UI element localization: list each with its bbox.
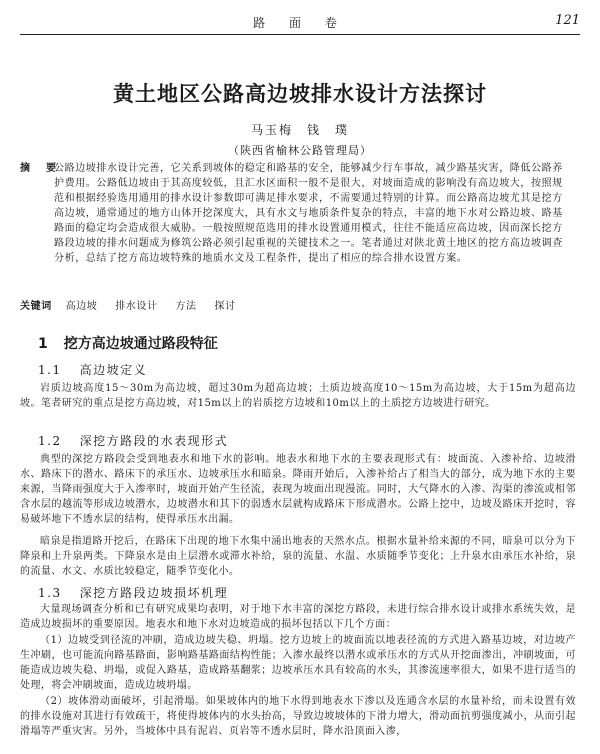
paragraph: （2）坡体滑动面破坏，引起滑塌。如果坡体内的地下水得到地表水下渗以及连通含水层的水量补给，而未设置有效的排水设施对其进行有效疏干，将使得坡体内的水头抬高，导致边坡坡体的下滑力增大，滑动面抗剪强度减小，从而引起滑塌等严重灾害。另外，当坡体中具有泥岩、页岩等不透水层时，降水沿顶面入渗， xyxy=(20,696,576,737)
keywords-label: 关键词 xyxy=(20,301,52,312)
paragraph: （1）边坡受到径流的冲刷，造成边坡失稳、坍塌。挖方边坡上的坡面流以地表径流的方式进入路基边坡，对边坡产生冲刷，也可能流向路基路面，影响路基路面结构性能；入渗水最终以潜水或承压水的方式从开挖面渗出，冲刷坡面，可能造成边坡失稳、坍塌，或促入路基，造成路基翻浆；边坡承压水具有较高的水头，其渗流速率很大，如果不进行适当的处理，将会冲刷坡面，造成边坡坍塌。 xyxy=(20,635,576,691)
page-header xyxy=(20,14,580,34)
subsection-number: 1.1 xyxy=(38,363,62,377)
paragraph: 暗泉是指道路开挖后，在路床下出现的地下水集中涌出地表的天然水点。根据水量补给来源的不同，暗泉可以分为下降泉和上升泉两类。下降泉水是由上层潜水或滞水补给，泉的流量、水温、水质随季节变化；上升泉水由承压水补给，泉的流量、水文、水质比较稳定，随季节变化小。 xyxy=(20,536,576,577)
keywords xyxy=(20,297,572,312)
subsection-title: 深挖方路段边坡损坏机理 xyxy=(79,586,229,600)
abstract-text: 公路边坡排水设计完善，它关系到坡体的稳定和路基的安全，能够减少行车事故，减少路基灾害，降低公路养护费用。公路低边坡由于其高度较低，且汇水区面积一般不是很大，对坡面造成的影响没有高边坡大，按照规范和根据经验选用通用的排水设计参数即可满足排水要求，不需要通过特别的计算。而公路高边坡尤其是挖方高边坡，通常通过的地方山体开挖深度大，具有水文与地质条件复杂的特点，丰富的地下水对公路边坡、路基路面的稳定均会造成很大威胁。一般按照规范选用的排水设置通用模式，往往不能适应高边坡，因而深长挖方路段边坡的排水问题成为修筑公路必须引起重视的关键技术之一。笔者通过对陕北黄土地区的挖方高边坡调查分析，总结了挖方高边坡特殊的地质水文及工程条件，提出了相应的综合排水设置方案。 xyxy=(54,163,563,264)
paragraph: 典型的深挖方路段会受到地表水和地下水的影响。地表水和地下水的主要表现形式有：坡面流、入渗补给、边坡滑水、路床下的潜水、路床下的承压水、边坡承压水和暗泉。降雨开始后，入渗补给占了相当大的部分，成为地下水的主要来源，当降雨强度大于入渗率时，坡面开始产生径流，表现为坡面出现漫流。同时，大气降水的入渗、沟渠的渗流或相邻含水层的越流等形成边坡潜水，边坡潜水和其下的弱透水层就构成路床下形成潜水。公路上挖中，边坡及路床开挖时，容易破坏地下不透水层的结构，使得承压水出漏。 xyxy=(20,454,576,525)
subsection-title: 深挖方路段的水表现形式 xyxy=(79,434,229,448)
keyword-item: 排水设计 xyxy=(115,301,158,312)
paragraph: 大量现场调查分析和已有研究成果均表明，对于地下水丰富的深挖方路段，未进行综合排水设计或排水系统失效，是造成边坡损坏的重要原因。地表水和地下水对边坡造成的损坏包括以下几个方面： xyxy=(20,604,576,630)
subsection-1-3-heading xyxy=(38,584,228,601)
paper-title: 黄土地区公路高边坡排水设计方法探讨 xyxy=(113,82,487,106)
journal-section-title: 路 面 卷 xyxy=(253,16,347,30)
subsection-1-2-heading xyxy=(38,432,228,449)
subsection-number: 1.2 xyxy=(38,434,62,448)
page-number: 121 xyxy=(555,13,580,28)
section-1-heading xyxy=(38,333,218,353)
section-number: 1 xyxy=(38,336,48,352)
paragraph: 岩质边坡高度15～30m为高边坡，超过30m为超高边坡；土质边坡高度10～15m为高边坡，大于15m为超高边坡。笔者研究的重点是挖方高边坡，对15m以上的岩质挖方边坡和10m以上的土质挖方边坡进行研究。 xyxy=(20,383,576,409)
keyword-item: 方法 xyxy=(175,301,197,312)
affiliation: （陕西省榆林公路管理局） xyxy=(228,144,372,157)
subsection-1-1-heading xyxy=(38,361,147,378)
section-title: 挖方高边坡通过路段特征 xyxy=(63,336,218,352)
keyword-item: 探讨 xyxy=(214,301,236,312)
subsection-number: 1.3 xyxy=(38,586,62,600)
authors: 马玉梅 钱 璞 xyxy=(250,123,349,137)
abstract xyxy=(20,161,572,266)
keyword-item: 高边坡 xyxy=(65,301,98,312)
abstract-label: 摘 要 xyxy=(20,163,59,174)
subsection-title: 高边坡定义 xyxy=(79,363,148,377)
header-divider xyxy=(20,34,580,35)
